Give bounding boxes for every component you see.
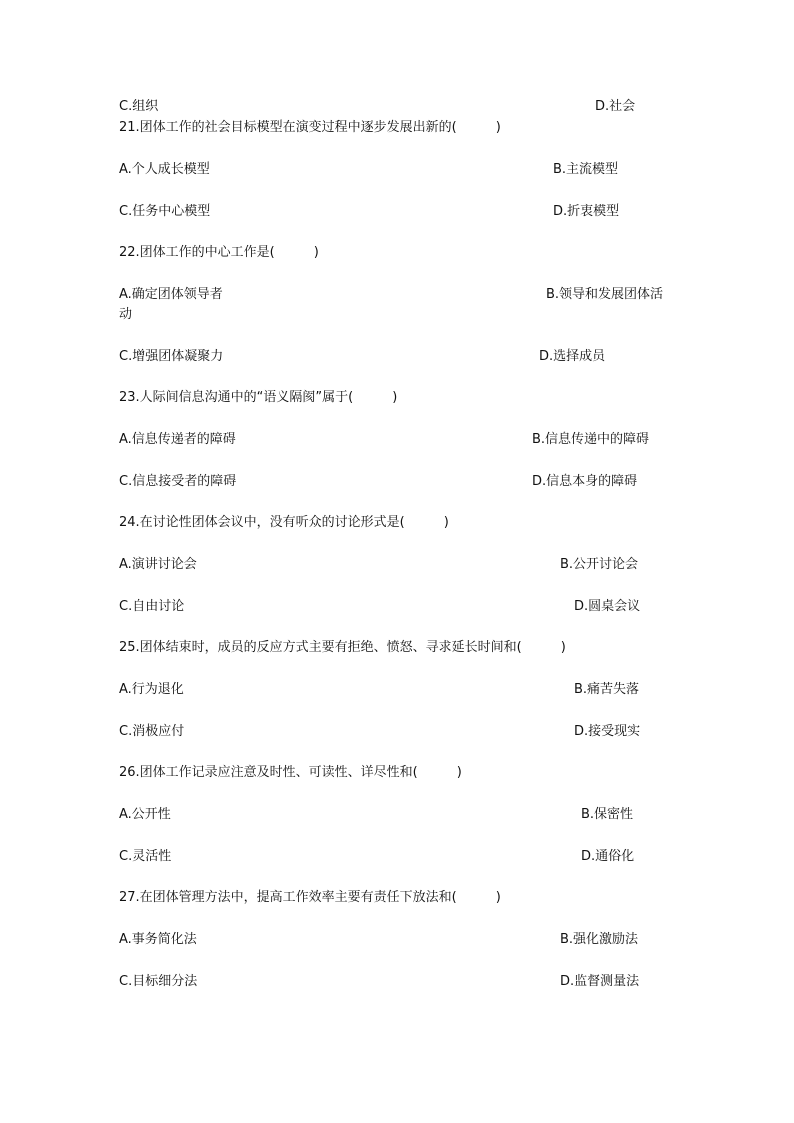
option-27-d: D.监督测量法 (560, 974, 640, 989)
question-23: 23.人际间信息沟通中的“语义隔阂”属于( ) (119, 390, 398, 405)
option-27-c: C.目标细分法 (119, 974, 198, 989)
option-22-b-continued: 动 (119, 307, 133, 322)
option-21-a: A.个人成长模型 (119, 162, 210, 177)
option-25-c: C.消极应付 (119, 724, 185, 739)
option-26-c: C.灵活性 (119, 849, 172, 864)
option-26-d: D.通俗化 (581, 849, 635, 864)
question-25: 25.团体结束时，成员的反应方式主要有拒绝、愤怒、寻求延长时间和( ) (119, 640, 566, 655)
option-25-d: D.接受现实 (574, 724, 641, 739)
option-23-a: A.信息传递者的障碍 (119, 432, 236, 447)
option-22-b: B.领导和发展团体活 (546, 287, 664, 302)
option-21-c: C.任务中心模型 (119, 204, 211, 219)
question-22: 22.团体工作的中心工作是( ) (119, 245, 319, 260)
option-22-a: A.确定团体领导者 (119, 287, 223, 302)
option-22-d: D.选择成员 (539, 349, 606, 364)
option-21-b: B.主流模型 (553, 162, 619, 177)
option-24-b: B.公开讨论会 (560, 557, 639, 572)
option-23-d: D.信息本身的障碍 (532, 474, 638, 489)
option-24-d: D.圆桌会议 (574, 599, 641, 614)
option-21-d: D.折衷模型 (553, 204, 620, 219)
option-23-b: B.信息传递中的障碍 (532, 432, 650, 447)
question-26: 26.团体工作记录应注意及时性、可读性、详尽性和( ) (119, 765, 462, 780)
option-26-a: A.公开性 (119, 807, 171, 822)
option-24-c: C.自由讨论 (119, 599, 185, 614)
option-25-a: A.行为退化 (119, 682, 184, 697)
option-20-d: D.社会 (595, 99, 636, 114)
option-20-c: C.组织 (119, 99, 159, 114)
question-27: 27.在团体管理方法中，提高工作效率主要有责任下放法和( ) (119, 890, 501, 905)
option-22-c: C.增强团体凝聚力 (119, 349, 224, 364)
option-27-a: A.事务简化法 (119, 932, 197, 947)
option-27-b: B.强化激励法 (560, 932, 639, 947)
question-21: 21.团体工作的社会目标模型在演变过程中逐步发展出新的( ) (119, 120, 501, 135)
question-24: 24.在讨论性团体会议中，没有听众的讨论形式是( ) (119, 515, 449, 530)
option-25-b: B.痛苦失落 (574, 682, 640, 697)
option-23-c: C.信息接受者的障碍 (119, 474, 237, 489)
option-26-b: B.保密性 (581, 807, 634, 822)
option-24-a: A.演讲讨论会 (119, 557, 197, 572)
